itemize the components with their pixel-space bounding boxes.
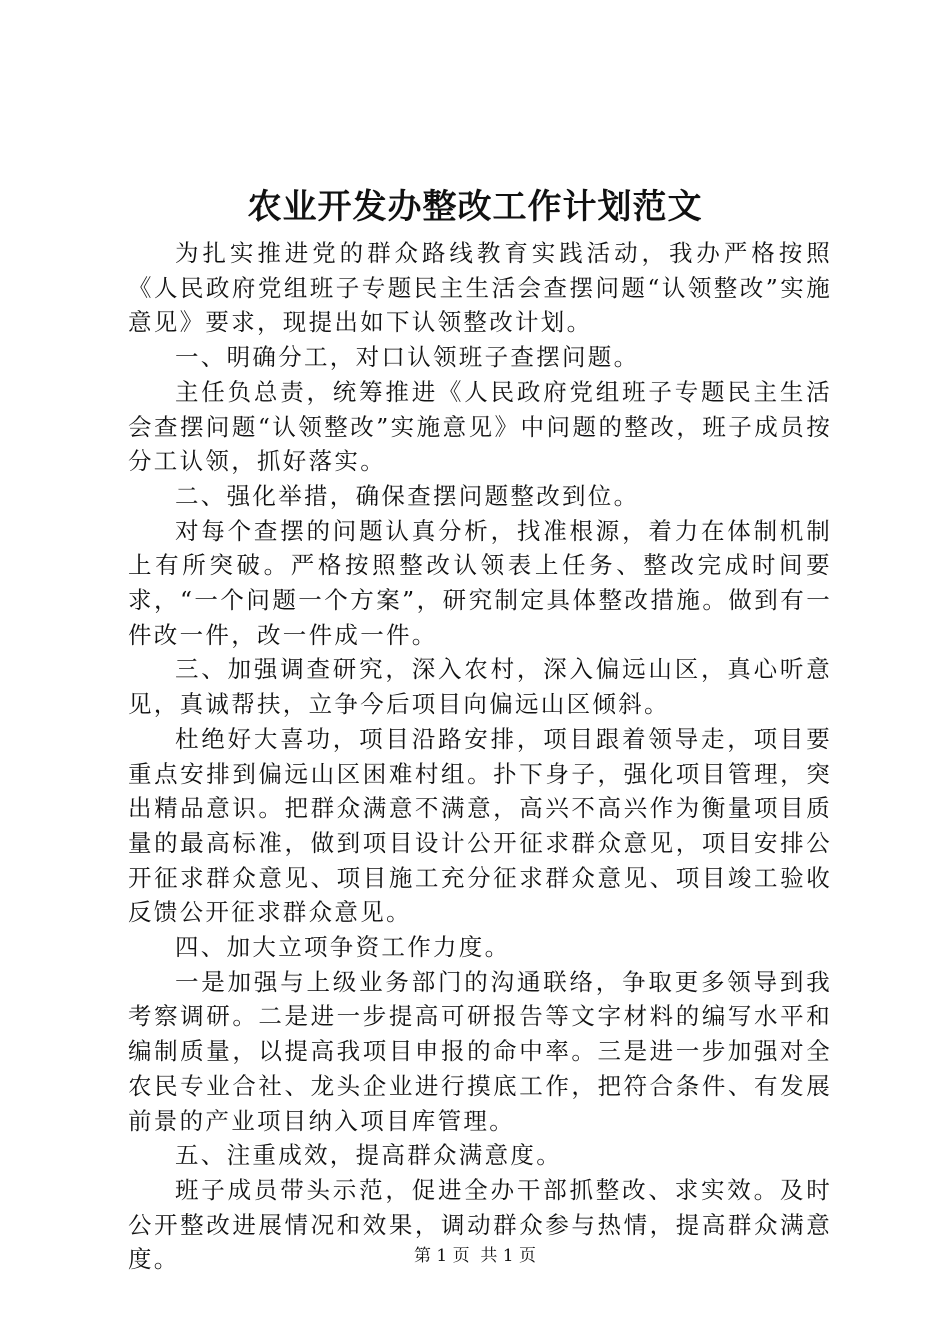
section-heading-5: 五、注重成效，提高群众满意度。 (175, 1141, 562, 1170)
section-heading-2: 二、强化举措，确保查摆问题整改到位。 (175, 481, 640, 510)
paragraph-section-4: 一是加强与上级业务部门的沟通联络，争取更多领导到我考察调研。二是进一步提高可研报告等文字材料的编写水平和编制质量，以提高我项目申报的命中率。三是进一步加强对全农民专业合社、龙头企业进行摸底工作，把符合条件、有发展前景的产业项目纳入项目库管理。 (128, 967, 832, 1135)
paragraph-section-3: 杜绝好大喜功，项目沿路安排，项目跟着领导走，项目要重点安排到偏远山区困难村组。扑下身子，强化项目管理，突出精品意识。把群众满意不满意，高兴不高兴作为衡量项目质量的最高标准，做到项目设计公开征求群众意见，项目安排公开征求群众意见、项目施工充分征求群众意见、项目竣工验收反馈公开征求群众意见。 (128, 724, 832, 927)
paragraph-section-1: 主任负总责，统筹推进《人民政府党组班子专题民主生活会查摆问题“认领整改”实施意见》中问题的整改，班子成员按分工认领，抓好落实。 (128, 377, 832, 476)
section-heading-4: 四、加大立项争资工作力度。 (175, 933, 511, 962)
document-body (128, 236, 832, 1277)
paragraph-intro: 为扎实推进党的群众路线教育实践活动，我办严格按照《人民政府党组班子专题民主生活会查摆问题“认领整改”实施意见》要求，现提出如下认领整改计划。 (128, 239, 832, 337)
page-number-footer: 第 1 页 共 1 页 (413, 1246, 537, 1266)
section-heading-1: 一、明确分工，对口认领班子查摆问题。 (175, 343, 640, 372)
section-heading-3: 三、加强调查研究，深入农村，深入偏远山区，真心听意见，真诚帮扶，立争今后项目向偏远山区倾斜。 (128, 655, 832, 719)
paragraph-section-2: 对每个查摆的问题认真分析，找准根源，着力在体制机制上有所突破。严格按照整改认领表上任务、整改完成时间要求，“一个问题一个方案”，研究制定具体整改措施。做到有一件改一件，改一件成一件。 (128, 516, 832, 649)
paragraph-section-5: 班子成员带头示范，促进全办干部抓整改、求实效。及时公开整改进展情况和效果，调动群众参与热情，提高群众满意度。 (128, 1175, 832, 1274)
document-title: 农业开发办整改工作计划范文 (247, 187, 703, 227)
